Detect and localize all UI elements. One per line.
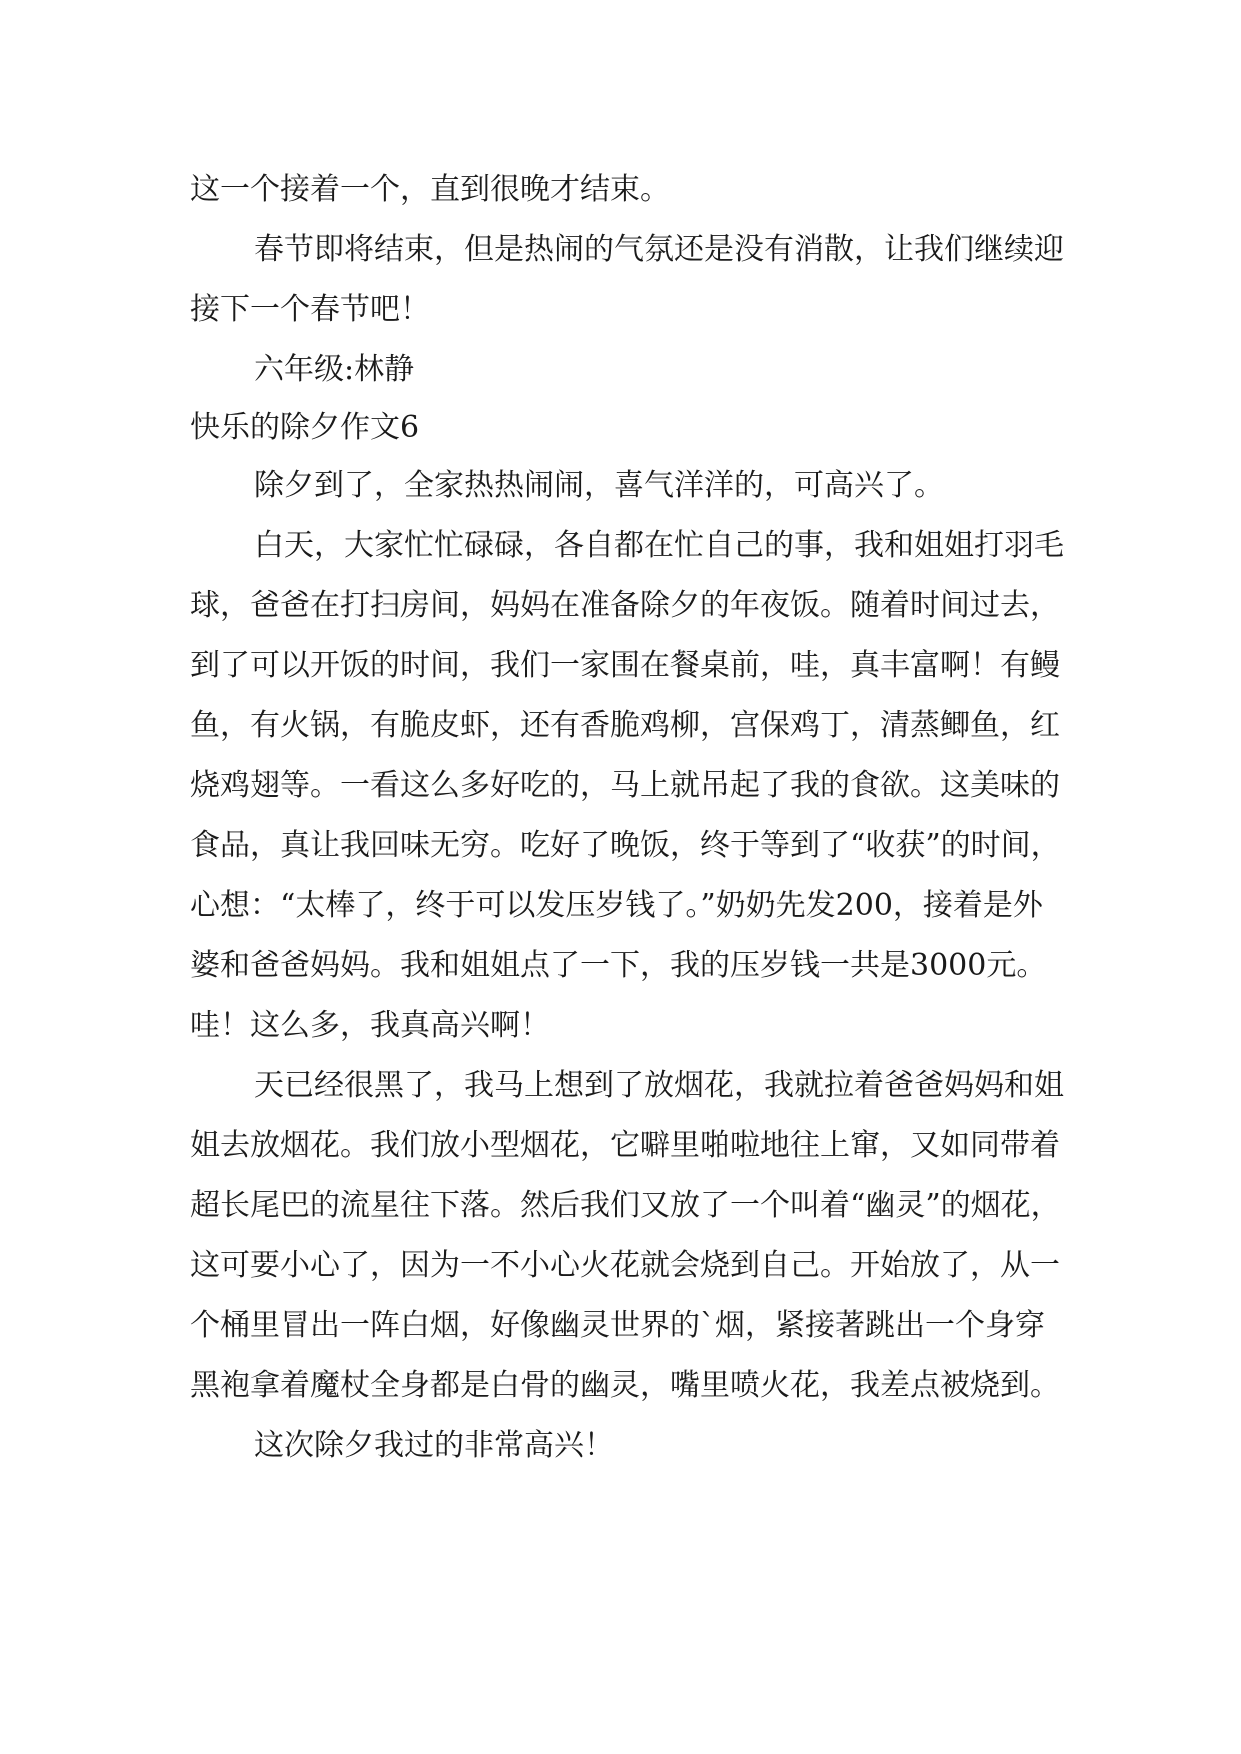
document-body [190,160,1070,1476]
paragraph-ending-line: 这一个接着一个，直到很晚才结束。 [190,172,670,207]
paragraph-dinner: 白天，大家忙忙碌碌，各自都在忙自己的事，我和姐姐打羽毛球，爸爸在打扫房间，妈妈在准备除夕的年夜饭。随着时间过去，到了可以开饭的时间，我们一家围在餐桌前，哇，真丰富啊！有鳗鱼，有火锅，有脆皮虾，还有香脆鸡柳，宫保鸡丁，清蒸鲫鱼，红烧鸡翅等。一看这么多好吃的，马上就吊起了我的食欲。这美味的食品，真让我回味无穷。吃好了晚饭，终于等到了“收获”的时间，心想：“太棒了，终于可以发压岁钱了。”奶奶先发200，接着是外婆和爸爸妈妈。我和姐姐点了一下，我的压岁钱一共是3000元。哇！这么多，我真高兴啊！ [190,528,1064,1043]
paragraph-fireworks: 天已经很黑了，我马上想到了放烟花，我就拉着爸爸妈妈和姐姐去放烟花。我们放小型烟花，它噼里啪啦地往上窜，又如同带着超长尾巴的流星往下落。然后我们又放了一个叫着“幽灵”的烟花，这可要小心了，因为一不小心火花就会烧到自己。开始放了，从一个桶里冒出一阵白烟，好像幽灵世界的`烟，紧接著跳出一个身穿黑袍拿着魔杖全身都是白骨的幽灵，嘴里喷火花，我差点被烧到。 [190,1068,1064,1403]
author-line: 六年级:林静 [254,352,415,387]
paragraph-intro: 除夕到了，全家热热闹闹，喜气洋洋的，可高兴了。 [254,468,944,503]
paragraph-conclusion: 这次除夕我过的非常高兴！ [254,1428,614,1463]
paragraph-spring-festival-ending: 春节即将结束，但是热闹的气氛还是没有消散，让我们继续迎接下一个春节吧！ [190,232,1064,327]
essay-title: 快乐的除夕作文6 [190,410,420,445]
